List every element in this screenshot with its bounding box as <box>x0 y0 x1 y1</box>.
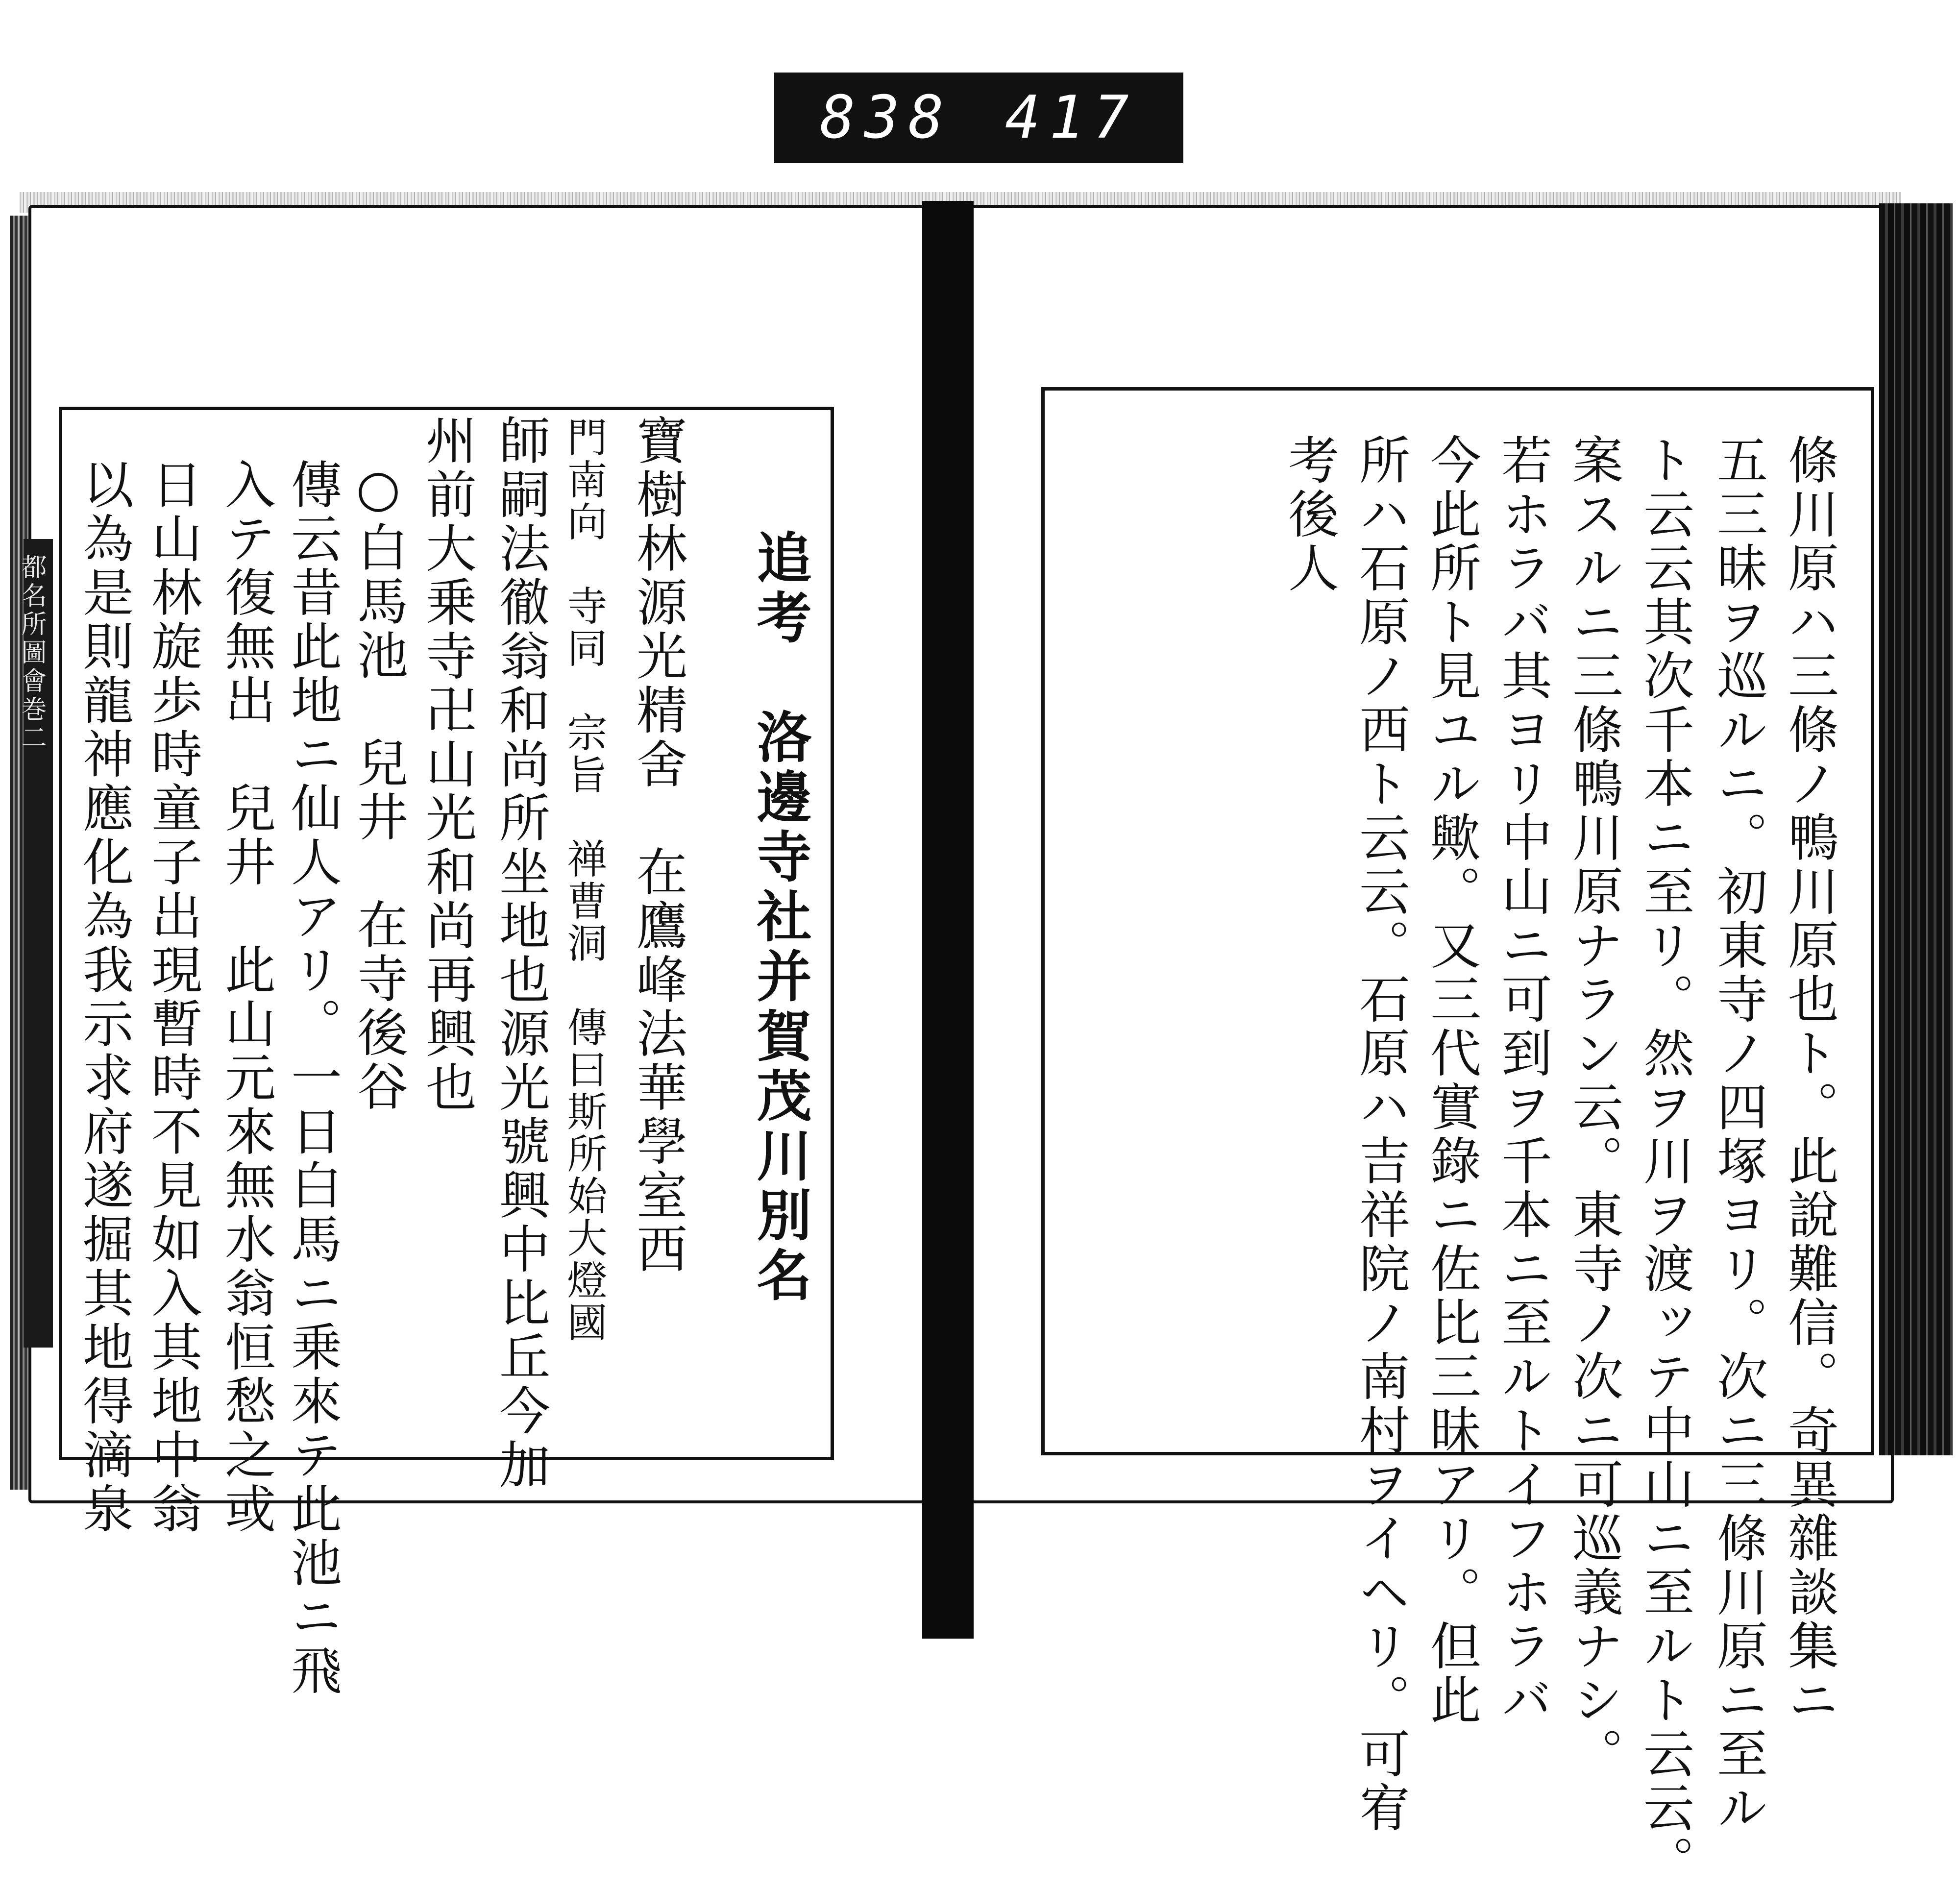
right-column-5: 若ホラバ其ヨリ中山ニ可到ヲ千本ニ至ルトイフホラバ <box>1493 434 1552 1727</box>
book-spine <box>922 201 974 1639</box>
left-column-3: 師嗣法徹翁和尚所坐地也源光號興中比丘今加 <box>490 414 550 1492</box>
archive-label-left: 838 <box>820 84 953 152</box>
right-column-3: ト云云其次千本ニ至リ。然ヲ川ヲ渡ッテ中山ニ至ルト云云。 <box>1635 434 1694 1889</box>
left-column-7: 入テ復無出 兒井 此山元來無水翁恒愁之或 <box>216 458 276 1536</box>
left-column-2: 門南向 寺同 宗旨 禅曹洞 傳曰斯所始大燈國 <box>561 417 607 1344</box>
left-column-8: 日山林旋歩時童子出現暫時不見如入其地中翁 <box>143 458 202 1536</box>
right-column-8: 考後人 <box>1279 434 1339 595</box>
left-column-1: 寶樹林源光精舍 在鷹峰法華學室西 <box>628 414 687 1276</box>
right-column-4: 案スルニ三條鴨川原ナラン云。東寺ノ次ニ可巡義ナシ。 <box>1564 434 1623 1781</box>
right-column-1: 條川原ハ三條ノ鴨川原也ト。此說難信。奇異雜談集ニ <box>1779 434 1839 1727</box>
archive-label-right: 417 <box>1004 84 1138 152</box>
left-column-5: ○白馬池 兒井 在寺後谷 <box>348 458 408 1114</box>
right-column-7: 所ハ石原ノ西ト云云。石原ハ吉祥院ノ南村ヲイヘリ。可宥 <box>1350 434 1410 1835</box>
left-edge-text: 都名所圖會巻二 <box>17 554 46 753</box>
left-column-4: 州前大乗寺卍山光和尚再興也 <box>417 414 477 1115</box>
right-column-2: 五三昧ヲ巡ルニ。初東寺ノ四塚ヨリ。次ニ三條川原ニ至ル <box>1708 434 1768 1835</box>
section-title: 追考 洛邊寺社并賀茂川別名 <box>748 529 812 1306</box>
left-column-6: 傳云昔此地ニ仙人アリ。一日白馬ニ乗來テ此池ニ飛 <box>282 458 342 1698</box>
archive-label <box>774 73 1183 163</box>
book-fore-edge <box>1879 203 1953 1455</box>
left-column-9: 以為是則龍神應化為我示求府遂掘其地得滴泉 <box>74 458 134 1536</box>
right-column-6: 今此所ト見ユル歟。又三代實錄ニ佐比三昧アリ。但此 <box>1421 434 1481 1727</box>
